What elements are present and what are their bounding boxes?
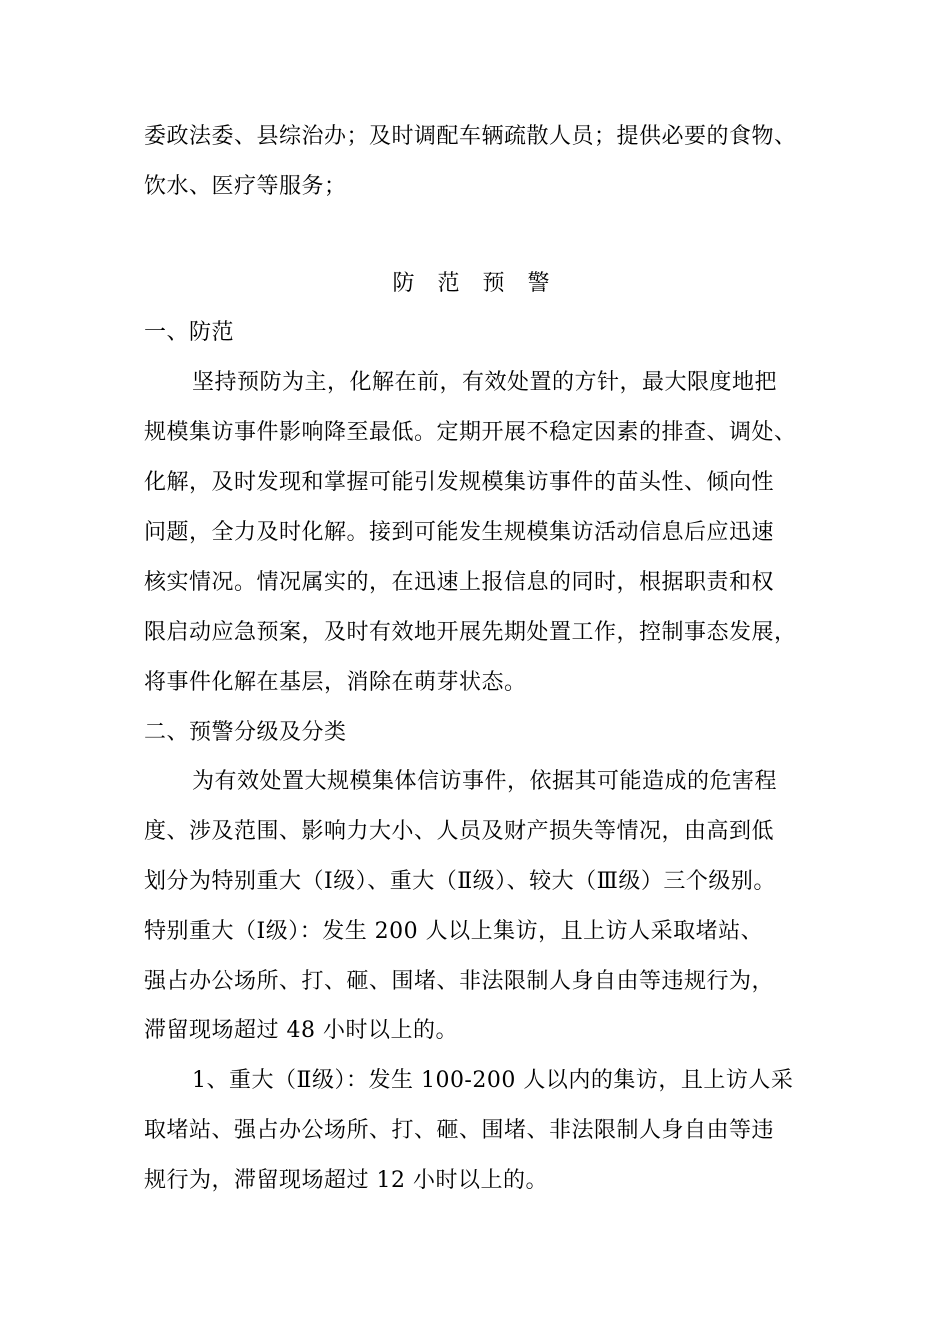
paragraph-line: 取堵站、强占办公场所、打、砸、围堵、非法限制人身自由等违 bbox=[144, 1118, 775, 1143]
paragraph-line: 化解，及时发现和掌握可能引发规模集访事件的苗头性、倾向性 bbox=[144, 470, 775, 495]
heading-fangfan: 一、防范 bbox=[144, 320, 235, 345]
paragraph-line: 滞留现场超过 48 小时以上的。 bbox=[144, 1018, 458, 1043]
paragraph-line: 特别重大（Ⅰ级）：发生 200 人以上集访，且上访人采取堵站、 bbox=[144, 919, 764, 944]
paragraph-line: 1、重大（Ⅱ级）：发生 100-200 人以内的集访，且上访人采 bbox=[192, 1068, 794, 1093]
paragraph-line: 饮水、医疗等服务； bbox=[144, 174, 347, 199]
paragraph-line: 强占办公场所、打、砸、围堵、非法限制人身自由等违规行为， bbox=[144, 969, 775, 994]
paragraph-line: 为有效处置大规模集体信访事件，依据其可能造成的危害程 bbox=[192, 769, 778, 794]
paragraph-line: 划分为特别重大（Ⅰ级）、重大（Ⅱ级）、较大（Ⅲ级）三个级别。 bbox=[144, 869, 776, 894]
paragraph-line: 规行为，滞留现场超过 12 小时以上的。 bbox=[144, 1168, 548, 1193]
section-title: 防 范 预 警 bbox=[392, 271, 558, 296]
paragraph-line: 规模集访事件影响降至最低。定期开展不稳定因素的排查、调处、 bbox=[144, 420, 797, 445]
paragraph-line: 将事件化解在基层，消除在萌芽状态。 bbox=[144, 670, 527, 695]
heading-yujing: 二、预警分级及分类 bbox=[144, 720, 347, 745]
paragraph-line: 核实情况。情况属实的，在迅速上报信息的同时，根据职责和权 bbox=[144, 570, 775, 595]
paragraph-line: 限启动应急预案，及时有效地开展先期处置工作，控制事态发展， bbox=[144, 620, 797, 645]
paragraph-line: 问题，全力及时化解。接到可能发生规模集访活动信息后应迅速 bbox=[144, 520, 775, 545]
paragraph-line: 委政法委、县综治办；及时调配车辆疏散人员；提供必要的食物、 bbox=[144, 124, 797, 149]
paragraph-line: 坚持预防为主，化解在前，有效处置的方针，最大限度地把 bbox=[192, 370, 778, 395]
paragraph-line: 度、涉及范围、影响力大小、人员及财产损失等情况，由高到低 bbox=[144, 819, 775, 844]
